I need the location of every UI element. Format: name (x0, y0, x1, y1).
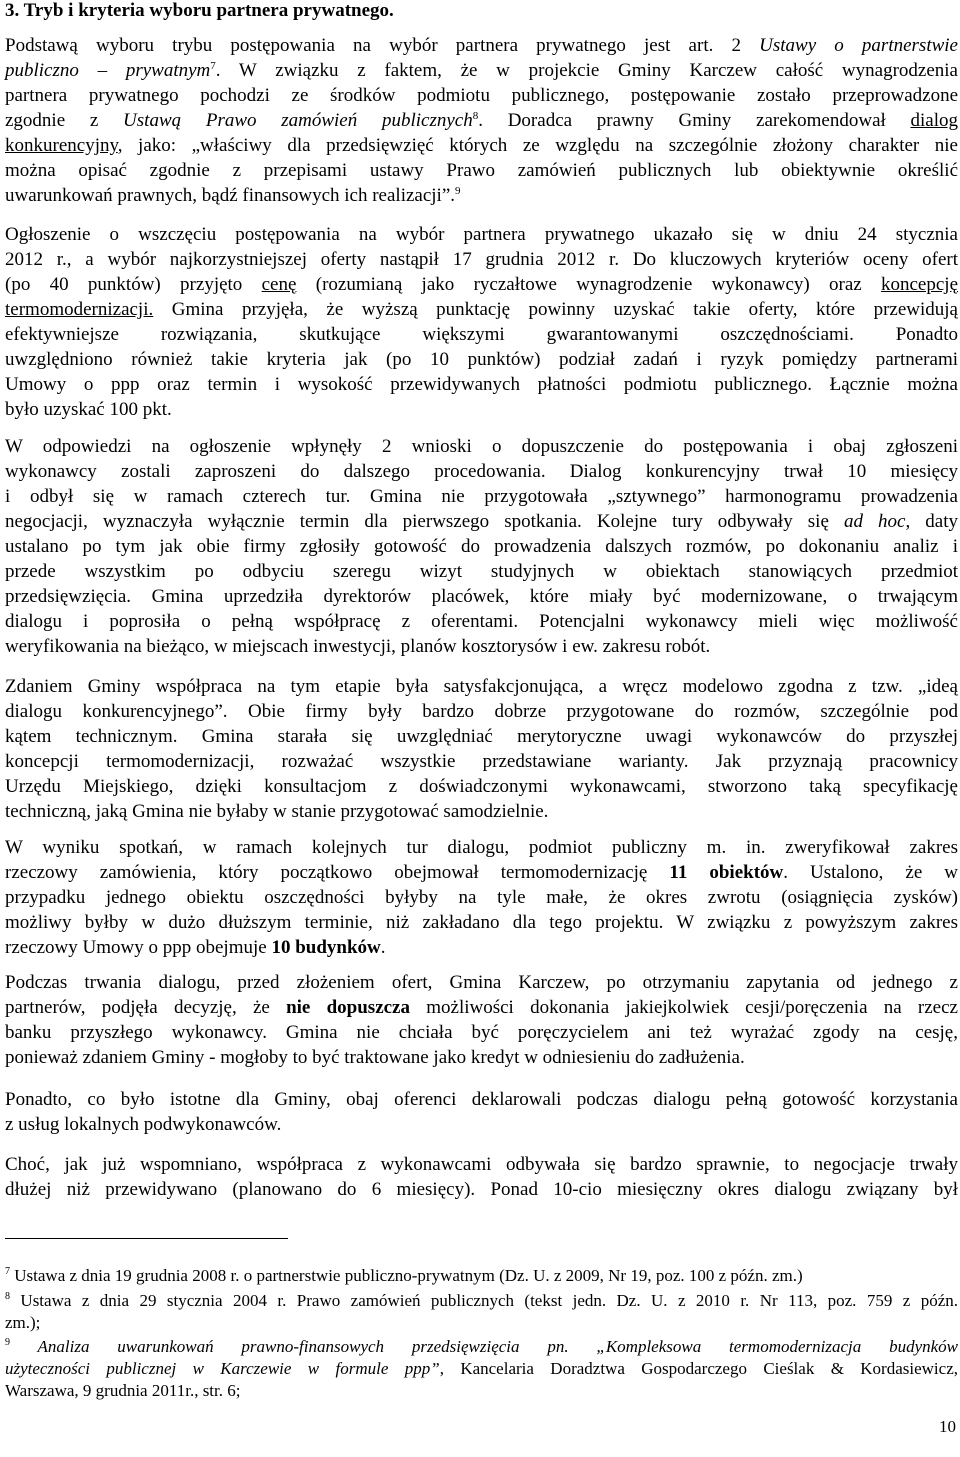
text-line: dialogu konkurencyjnego”. Obie firmy były bardzo dobrze przygotowane do rozmów, szczególnie pod (5, 701, 958, 722)
text-line: było uzyskać 100 pkt. (5, 399, 172, 420)
footnote-ref: 8 (472, 110, 479, 122)
text-line: $^7$ Ustawa z dnia 19 grudnia 2008 r. o partnerstwie publiczno-prywatnym (Dz. U. z 2009, Nr 19, poz. 100 z późn. zm.) (5, 1266, 803, 1285)
text-line: Podczas trwania dialogu, przed złożeniem ofert, Gmina Karczew, po otrzymaniu zapytania od jednego z (5, 972, 958, 993)
paragraph-dialogue (5, 434, 958, 659)
text-line: dłużej niż przewidywano (planowano do 6 miesięcy). Ponad 10-cio miesięczny okres dialogu związany był (5, 1179, 958, 1200)
paragraph-legal-basis (5, 33, 958, 208)
text-line: zgodnie z Ustawą Prawo zamówień publicznych$^8$. Doradca prawny Gminy zarekomendował dialog (5, 110, 959, 131)
section-heading: 3. Tryb i kryteria wyboru partnera prywatnego. (5, 0, 394, 21)
text-line: przede wszystkim po odbyciu szeregu wizyt studyjnych w obiektach stanowiących przedmiot (5, 561, 958, 582)
paragraph-negotiations (5, 1152, 958, 1202)
paragraph-assignment (5, 970, 958, 1070)
text-line: kątem technicznym. Gmina starała się uwzględniać merytoryczne uwagi wykonawców do przyszłej (5, 726, 958, 747)
text-line: uwzględniono również takie kryteria jak (po 10 punktów) podział zadań i ryzyk pomiędzy partnerami (5, 349, 958, 370)
text-line: termomodernizacji. Gmina przyjęła, że wyższą punktację powinny uzyskać takie oferty, które przewidują (5, 299, 958, 320)
text-line: uwarunkowań prawnych, bądź finansowych ich realizacji”.$^9$ (5, 185, 461, 206)
text-line: Umowy o ppp oraz termin i wysokość przewidywanych płatności podmiotu publicznego. Łącznie można (5, 374, 958, 395)
text-line: ustalano po tym jak obie firmy zgłosiły gotowość do prowadzenia dalszych rozmów, po dokonaniu analiz i (5, 536, 958, 557)
text-line: techniczną, jaką Gmina nie byłaby w stanie przygotować samodzielnie. (5, 801, 549, 822)
footnote-7 (5, 1265, 958, 1287)
text-line: partnera prywatnego pochodzi ze środków podmiotu publicznego, postępowanie zostało przeprowadzone (5, 85, 958, 106)
text-line: z usług lokalnych podwykonawców. (5, 1114, 282, 1135)
text-line: Ogłoszenie o wszczęciu postępowania na wybór partnera prywatnego ukazało się w dniu 24 stycznia (5, 224, 958, 245)
text-line: efektywniejsze rozwiązania, skutkujące większymi gwarantowanymi oszczędnościami. Ponadto (5, 324, 958, 345)
footnote-8 (5, 1290, 958, 1334)
text-line: $^9$ Analiza uwarunkowań prawno-finansowych przedsięwzięcia pn. „Kompleksowa termomodernizacja budynków (5, 1337, 958, 1356)
text-line: rzeczowy Umowy o ppp obejmuje 10 budynków. (5, 937, 386, 958)
paragraph-scope (5, 835, 958, 960)
text-line: wykonawcy zostali zaproszeni do dalszego procedowania. Dialog konkurencyjny trwał 10 miesięcy (5, 461, 958, 482)
text-line: ponieważ zdaniem Gminy - mogłoby to być traktowane jako kredyt w odniesieniu do zadłużenia. (5, 1047, 745, 1068)
text-line: $^8$ Ustawa z dnia 29 stycznia 2004 r. Prawo zamówień publicznych (tekst jedn. Dz. U. z 2010 r. Nr 113, poz. 759 z późn. (5, 1291, 958, 1310)
text-line: weryfikowania na bieżąco, w miejscach inwestycji, planów kosztorysów i ew. zakresu robót. (5, 636, 711, 657)
text-line: zm.); (5, 1313, 41, 1332)
footnote-ref: 9 (455, 185, 461, 197)
text-line: negocjacji, wyznaczyła wyłącznie termin dla pierwszego spotkania. Kolejne tury odbywały się ad hoc, daty (5, 511, 959, 532)
text-line: rzeczowy zamówienia, który początkowo obejmował termomodernizację 11 obiektów. Ustalono, że w (5, 862, 959, 883)
text-line: użyteczności publicznej w Karczewie w formule ppp”, Kancelaria Doradztwa Gospodarczego Cieślak & Kordasiewicz, (5, 1359, 958, 1378)
paragraph-criteria (5, 222, 958, 422)
text-line: dialogu i poprosiła o pełną współpracę z oferentami. Potencjalni wykonawcy mieli więc możliwość (5, 611, 958, 632)
text-line: koncepcji termomodernizacji, rozważać wszystkie przedstawiane warianty. Jak przyznają pracownicy (5, 751, 958, 772)
footnote-separator (5, 1238, 288, 1239)
text-line: konkurencyjny, jako: „właściwy dla przedsięwzięć których ze względu na szczególnie złożony charakter nie (5, 135, 958, 156)
page-number: 10 (939, 1417, 956, 1436)
text-line: Urzędu Miejskiego, dzięki konsultacjom z doświadczonymi wykonawcami, stworzono taką specyfikację (5, 776, 958, 797)
text-line: banku przyszłego wykonawcy. Gmina nie chciała być poręczycielem ani też wyrażać zgody na cesję, (5, 1022, 958, 1043)
text-line: W wyniku spotkań, w ramach kolejnych tur dialogu, podmiot publiczny m. in. zweryfikował zakres (5, 837, 958, 858)
text-line: (po 40 punktów) przyjęto cenę (rozumianą jako ryczałtowe wynagrodzenie wykonawcy) oraz koncepcję (5, 274, 959, 295)
text-line: i odbył się w ramach czterech tur. Gmina nie przygotowała „sztywnego” harmonogramu prowadzenia (5, 486, 958, 507)
text-line: partnerów, podjęła decyzję, że nie dopuszcza możliwości dokonania jakiejkolwiek cesji/poręczenia na rzecz (5, 997, 958, 1018)
text-line: W odpowiedzi na ogłoszenie wpłynęły 2 wnioski o dopuszczenie do postępowania i obaj zgłoszeni (5, 436, 958, 457)
text-line: Zdaniem Gminy współpraca na tym etapie była satysfakcjonująca, a wręcz modelowo zgodna z tzw. „ideą (5, 676, 958, 697)
paragraph-cooperation (5, 674, 958, 824)
text-line: możliwy byłby w dużo dłuższym terminie, niż zakładano dla tego projektu. W związku z powyższym zakres (5, 912, 958, 933)
text-line: można opisać zgodnie z przepisami ustawy Prawo zamówień publicznych lub obiektywnie określić (5, 160, 958, 181)
paragraph-subcontractors (5, 1087, 958, 1137)
text-line: przypadku jednego obiektu oszczędności byłyby na tyle małe, że okres zwrotu (osiągnięcia zysków) (5, 887, 958, 908)
text-line: Podstawą wyboru trybu postępowania na wybór partnera prywatnego jest art. 2 Ustawy o partnerstwie (5, 35, 958, 56)
footnote-ref: 7 (210, 60, 216, 72)
text-line: przedsięwzięcia. Gmina uprzedziła dyrektorów placówek, które miały być modernizowane, o trwającym (5, 586, 958, 607)
text-line: 2012 r., a wybór najkorzystniejszej oferty nastąpił 17 grudnia 2012 r. Do kluczowych kryteriów oceny ofert (5, 249, 958, 270)
text-line: Choć, jak już wspomniano, współpraca z wykonawcami odbywała się bardzo sprawnie, to negocjacje trwały (5, 1154, 958, 1175)
text-line: publiczno – prywatnym$^7$. W związku z faktem, że w projekcie Gminy Karczew całość wynagrodzenia (5, 60, 958, 81)
footnote-9 (5, 1336, 958, 1402)
text-line: Ponadto, co było istotne dla Gminy, obaj oferenci deklarowali podczas dialogu pełną gotowość korzystania (5, 1089, 958, 1110)
text-line: Warszawa, 9 grudnia 2011r., str. 6; (5, 1381, 241, 1400)
